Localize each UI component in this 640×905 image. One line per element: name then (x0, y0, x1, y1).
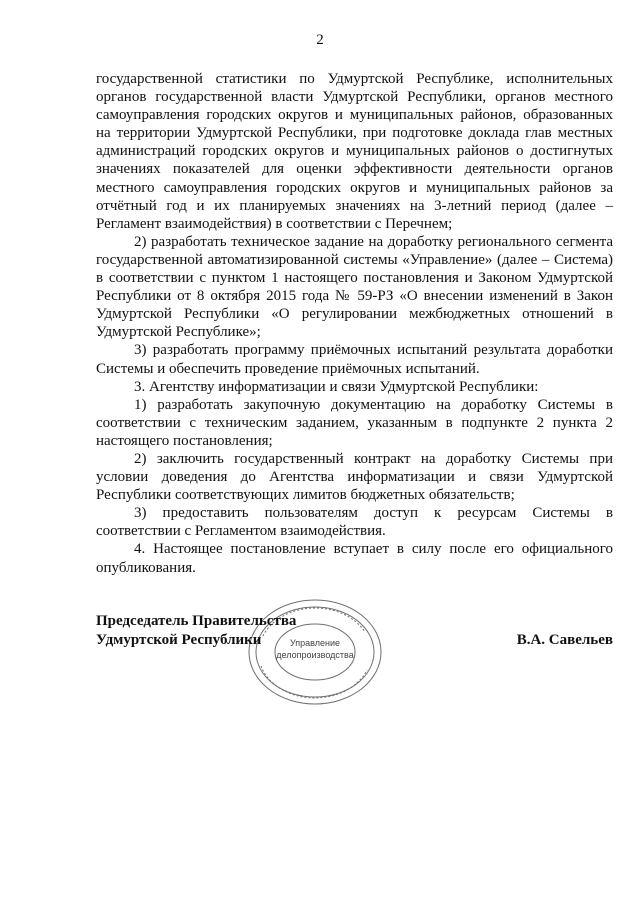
paragraph: 4. Настоящее постановление вступает в силу после его официального опубликования. (96, 541, 613, 576)
paragraph: 3) разработать программу приёмочных испытаний результата доработки Системы и обеспечить проведение приёмочных испытаний. (96, 342, 613, 377)
paragraph: 2) заключить государственный контракт на доработку Системы при условии доведения до Агентства информатизации и связи Удмуртской Республики соответствующих лимитов бюджетных обязательств; (96, 450, 613, 504)
paragraph: 1) разработать закупочную документацию на доработку Системы в соответствии с техническим заданием, указанным в подпункте 2 пункта 2 настоящего постановления; (96, 396, 613, 449)
paragraph: 3) предоставить пользователям доступ к ресурсам Системы в соответствии с Регламентом взаимодействия. (96, 505, 613, 540)
paragraph: 2) разработать техническое задание на доработку регионального сегмента государственной автоматизированной системы «Управление» (далее – Система) в соответствии с пунктом 1 настоящего постановления и Законом Удмуртской Республики от 8 октября 2015 года № 59-РЗ «О внесении изменений в Закон Удмуртской Республики «О регулировании межбюджетных отношений в Удмуртской Республике»; (96, 233, 613, 341)
stamp-line-1: Управление (289, 638, 341, 648)
document-body (96, 70, 613, 577)
signatory-position-line-2: Удмуртской Республики (96, 632, 262, 648)
signatory-position (96, 612, 296, 650)
paragraph: 3. Агентству информатизации и связи Удмуртской Республики: (134, 378, 539, 395)
paragraph: государственной статистики по Удмуртской Республике, исполнительных органов государственной власти Удмуртской Республики, органов местного самоуправления городских округов и муниципальных районов, образованных на территории Удмуртской Республики, при подготовке доклада глав местных администраций городских округов и муниципальных районов о достигнутых значениях показателей для оценки эффективности деятельности органов местного самоуправления городских округов и муниципальных районов за отчётный год и их планируемых значениях на 3-летний период (далее – Регламент взаимодействия) в соответствии с Перечнем; (96, 71, 613, 232)
page-number: 2 (316, 32, 324, 48)
stamp-line-2: делопроизводства (276, 650, 354, 660)
signatory-name: В.А. Савельев (516, 632, 613, 648)
signatory-position-line-1: Председатель Правительства (96, 613, 297, 629)
